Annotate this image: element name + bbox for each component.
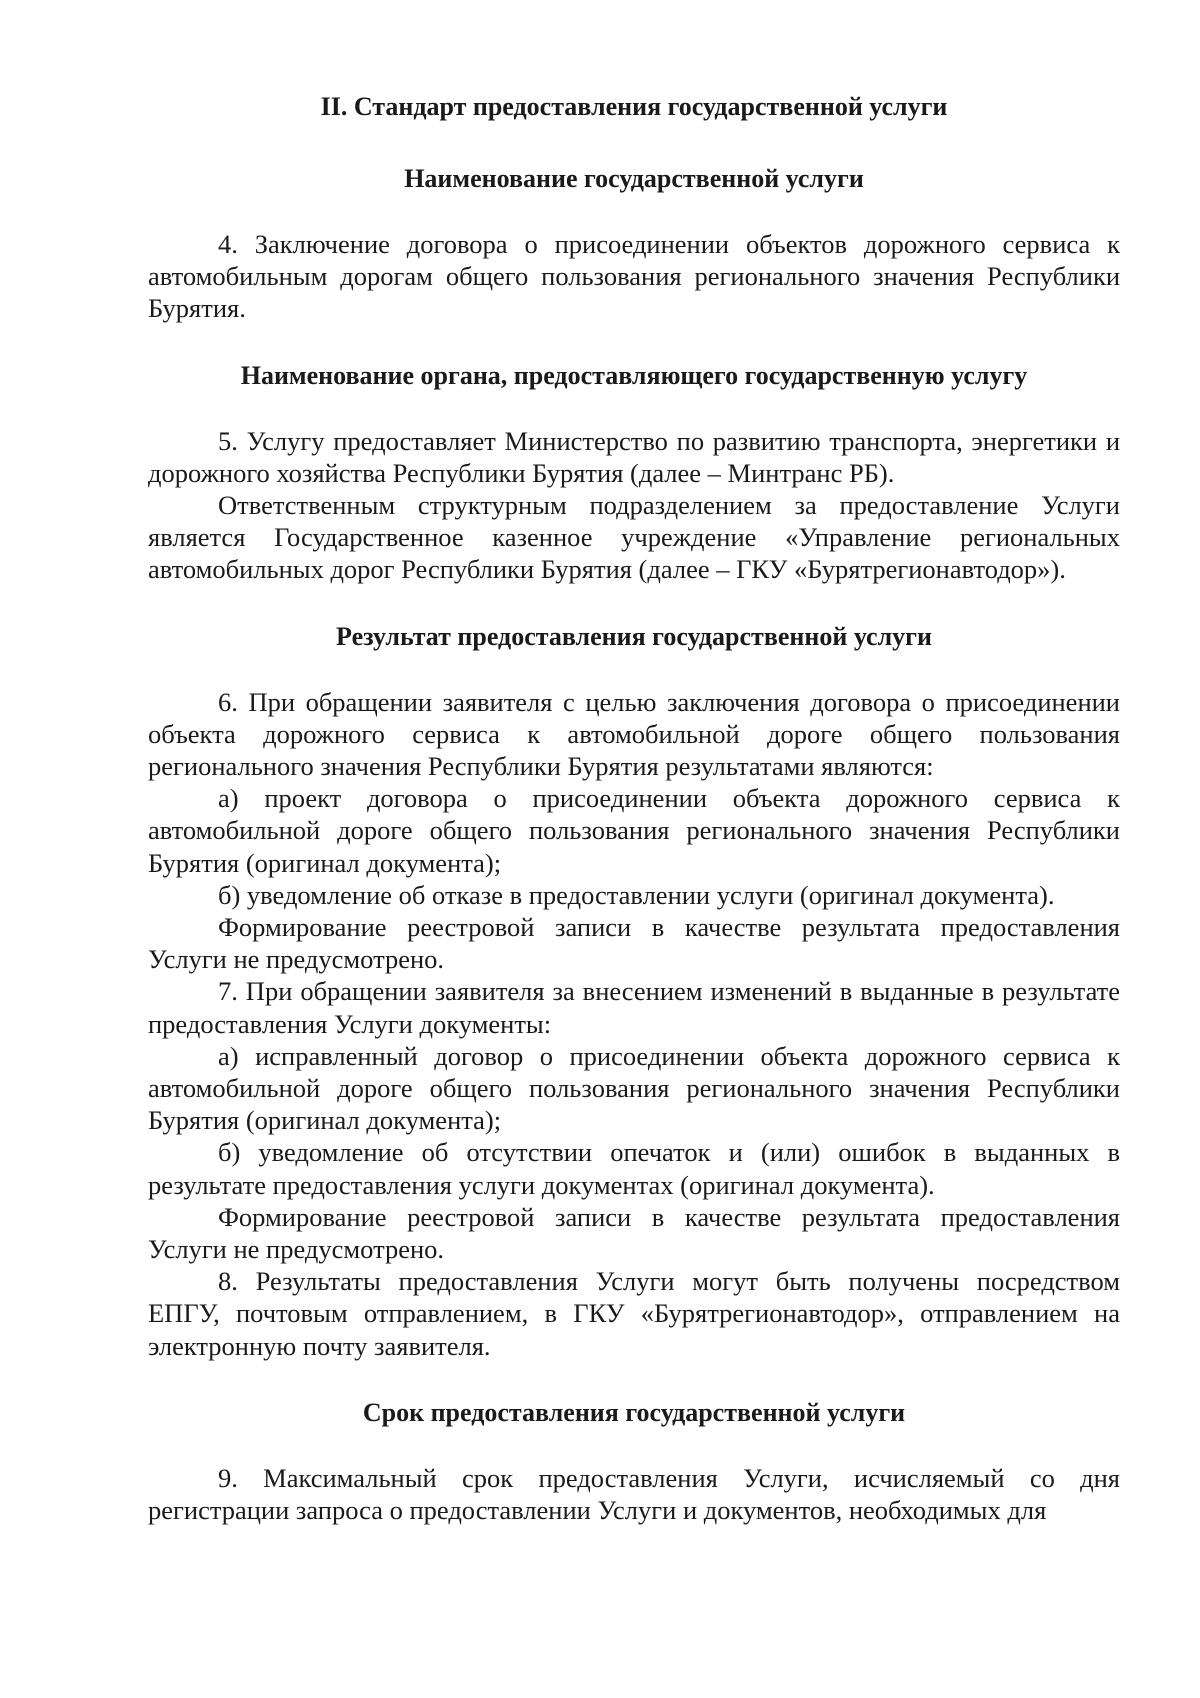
document-body (148, 90, 1120, 1526)
paragraph: б) уведомление об отсутствии опечаток и (или) ошибок в выданных в результате предоставления услуги документах (оригинал документа). (148, 1137, 1120, 1200)
paragraph: Формирование реестровой записи в качестве результата предоставления Услуги не предусмотрено. (148, 1201, 1120, 1265)
paragraph: 4. Заключение договора о присоединении объектов дорожного сервиса к автомобильным дорогам общего пользования регионального значения Республики Бурятия. (148, 229, 1120, 324)
paragraph: 5. Услугу предоставляет Министерство по развитию транспорта, энергетики и дорожного хозяйства Республики Бурятия (далее – Минтранс РБ). (148, 425, 1120, 488)
heading-authority-name: Наименование органа, предоставляющего государственную услугу (240, 360, 1028, 390)
heading-service-name: Наименование государственной услуги (404, 164, 864, 193)
paragraph: а) проект договора о присоединении объекта дорожного сервиса к автомобильной дороге общего пользования регионального значения Республики Бурятия (оригинал документа); (148, 783, 1120, 878)
heading-service-result: Результат предоставления государственной услуги (336, 621, 932, 651)
paragraph: 7. При обращении заявителя за внесением изменений в выданные в результате предоставления Услуги документы: (148, 976, 1120, 1039)
paragraph: 8. Результаты предоставления Услуги могут быть получены посредством ЕПГУ, почтовым отправлением, в ГКУ «Бурятрегионавтодор», отправлением на электронную почту заявителя. (148, 1266, 1120, 1361)
paragraph: Ответственным структурным подразделением за предоставление Услуги является Государственное казенное учреждение «Управление региональных автомобильных дорог Республики Бурятия (далее – ГКУ «Бурятрегионавтодор»). (148, 490, 1120, 585)
paragraph: б) уведомление об отказе в предоставлении услуги (оригинал документа). (218, 879, 1055, 910)
heading-service-term: Срок предоставления государственной услуги (362, 1397, 906, 1427)
paragraph: 6. При обращении заявителя с целью заключения договора о присоединении объекта дорожного сервиса к автомобильной дороге общего пользования регионального значения Республики Бурятия результатами являются: (148, 686, 1120, 782)
paragraph: 9. Максимальный срок предоставления Услуги, исчисляемый со дня регистрации запроса о предоставлении Услуги и документов, необходимых для (148, 1462, 1120, 1526)
paragraph: Формирование реестровой записи в качестве результата предоставления Услуги не предусмотрено. (148, 912, 1120, 975)
section-title: II. Стандарт предоставления государственной услуги (320, 92, 948, 121)
paragraph: а) исправленный договор о присоединении объекта дорожного сервиса к автомобильной дороге общего пользования регионального значения Республики Бурятия (оригинал документа); (148, 1040, 1120, 1136)
